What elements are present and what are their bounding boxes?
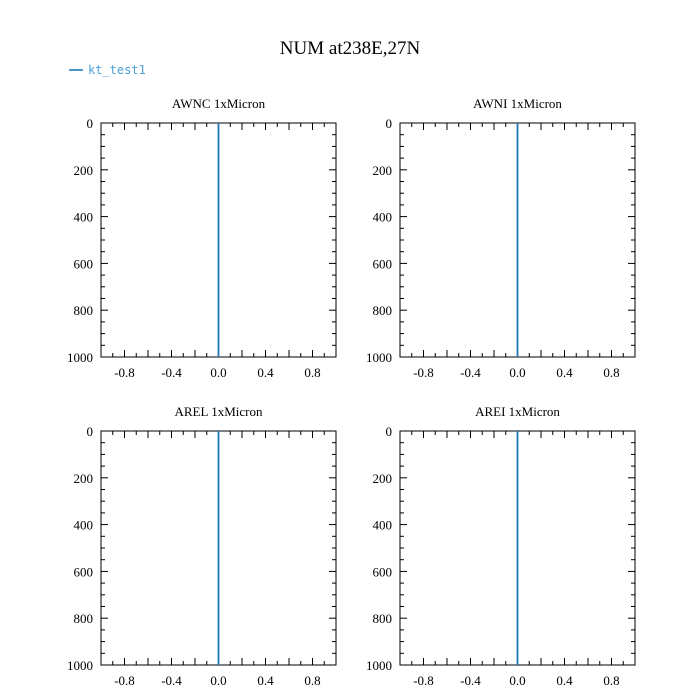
x-tick-label: 0.4 — [257, 673, 274, 688]
legend-label-kt-test1: kt_test1 — [88, 63, 146, 77]
x-tick-label: 0.4 — [556, 673, 573, 688]
y-tick-label: 400 — [372, 209, 392, 225]
y-tick-label: 400 — [73, 209, 93, 225]
panel-title: AREL 1xMicron — [174, 404, 263, 419]
y-tick-label: 600 — [73, 256, 93, 272]
y-tick-label: 600 — [372, 564, 392, 580]
figure-legend — [69, 63, 146, 77]
panels — [67, 96, 635, 688]
x-tick-label: -0.4 — [460, 673, 481, 688]
y-tick-label: 1000 — [67, 350, 93, 365]
y-tick-label: 0 — [86, 424, 93, 439]
x-tick-label: 0.0 — [210, 365, 227, 380]
x-tick-label: 0.4 — [556, 365, 573, 380]
y-tick-label: 200 — [372, 470, 392, 486]
y-tick-label: 400 — [73, 517, 93, 533]
y-tick-label: 200 — [372, 162, 392, 178]
y-tick-label: 800 — [372, 611, 392, 627]
y-tick-label: 0 — [385, 424, 392, 439]
figure-title: NUM at238E,27N — [279, 38, 421, 59]
x-tick-label: 0.4 — [257, 365, 274, 380]
x-tick-label: 0.8 — [304, 365, 321, 380]
panel-1 — [67, 96, 336, 380]
y-tick-label: 0 — [86, 116, 93, 131]
x-tick-label: -0.4 — [460, 365, 481, 380]
x-tick-label: -0.8 — [114, 673, 135, 688]
y-tick-label: 600 — [73, 564, 93, 580]
x-tick-label: 0.0 — [210, 673, 227, 688]
x-tick-label: 0.8 — [304, 673, 321, 688]
y-tick-label: 1000 — [366, 658, 392, 673]
y-tick-label: 800 — [73, 303, 93, 319]
y-tick-label: 0 — [385, 116, 392, 131]
y-tick-label: 1000 — [67, 658, 93, 673]
x-tick-label: 0.8 — [603, 365, 620, 380]
panel-title: AWNI 1xMicron — [473, 96, 562, 111]
y-tick-label: 200 — [73, 162, 93, 178]
y-tick-label: 1000 — [366, 350, 392, 365]
panel-title: AREI 1xMicron — [475, 404, 560, 419]
panel-title: AWNC 1xMicron — [171, 96, 266, 111]
panel-4 — [366, 404, 635, 688]
y-tick-label: 200 — [73, 470, 93, 486]
y-tick-label: 600 — [372, 256, 392, 272]
y-tick-label: 800 — [372, 303, 392, 319]
x-tick-label: 0.0 — [509, 673, 526, 688]
x-tick-label: -0.8 — [413, 673, 434, 688]
x-tick-label: -0.8 — [114, 365, 135, 380]
x-tick-label: -0.4 — [161, 673, 182, 688]
y-tick-label: 400 — [372, 517, 392, 533]
x-tick-label: -0.8 — [413, 365, 434, 380]
x-tick-label: 0.0 — [509, 365, 526, 380]
panel-3 — [67, 404, 336, 688]
x-tick-label: 0.8 — [603, 673, 620, 688]
x-tick-label: -0.4 — [161, 365, 182, 380]
y-tick-label: 800 — [73, 611, 93, 627]
panel-2 — [366, 96, 635, 380]
